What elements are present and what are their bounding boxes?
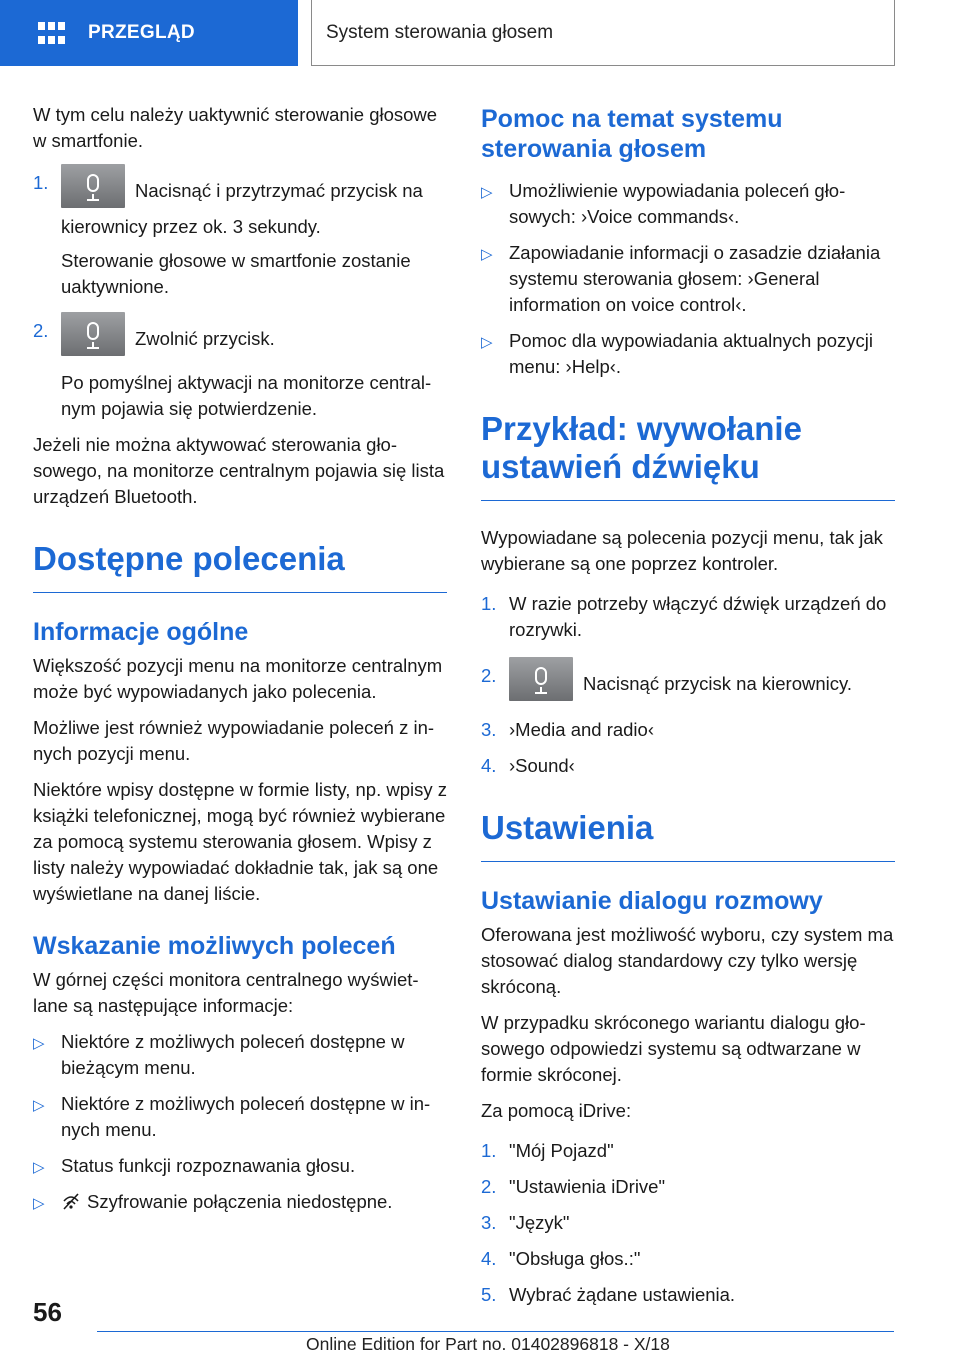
heading-dialog-settings: Ustawianie dialogu rozmowy xyxy=(481,887,823,915)
step-result: Sterowanie głosowe w smartfonie zostanie uaktywnione. xyxy=(61,250,411,297)
heading-possible-commands: Wskazanie możliwych poleceń xyxy=(33,932,396,960)
step-number: 4. xyxy=(481,755,497,776)
heading-settings: Ustawienia xyxy=(481,809,895,862)
triangle-bullet-icon: ▷ xyxy=(481,184,493,201)
list-item xyxy=(33,1153,447,1179)
example-step xyxy=(481,717,895,743)
heading-voice-help: Pomoc na temat systemu sterowania głosem xyxy=(481,105,783,163)
section-title: System sterowania głosem xyxy=(311,0,895,66)
step-text: "Obsługa głos.:" xyxy=(509,1248,641,1269)
general-paragraph-1: Większość pozycji menu na monitorze centralnym może być wypowiadanych jako polecenia. xyxy=(33,655,443,702)
step-number: 1. xyxy=(481,593,497,614)
list-item xyxy=(33,1189,447,1215)
step-number: 1. xyxy=(481,1140,497,1161)
step-number: 5. xyxy=(481,1284,497,1305)
triangle-bullet-icon: ▷ xyxy=(481,246,493,263)
step-result: Po pomyślnej aktywacji na monitorze centralnym pojawia się potwierdzenie. xyxy=(61,372,432,419)
voice-button-image xyxy=(61,164,125,208)
list-item-text: Status funkcji rozpoznawania głosu. xyxy=(61,1155,356,1176)
settings-step xyxy=(481,1282,895,1308)
step-number: 3. xyxy=(481,719,497,740)
step-number: 2. xyxy=(481,665,497,686)
step-text: "Język" xyxy=(509,1212,570,1233)
microphone-icon xyxy=(87,322,99,340)
dialog-paragraph-2: W przypadku skróconego wariantu dialogu głosowego odpowiedzi systemu są odtwarzane w formie skróconej. xyxy=(481,1012,866,1085)
triangle-bullet-icon: ▷ xyxy=(33,1097,45,1114)
voice-button-image xyxy=(509,657,573,701)
left-column xyxy=(33,102,447,1225)
list-item xyxy=(481,178,895,230)
step-number: 2. xyxy=(481,1176,497,1197)
edition-note: Online Edition for Part no. 01402896818 - X/18 xyxy=(306,1334,670,1354)
heading-general-info: Informacje ogólne xyxy=(33,618,249,646)
intro-paragraph: W tym celu należy uaktywnić sterowanie głosowe w smartfonie. xyxy=(33,104,438,151)
step-number: 1. xyxy=(33,172,49,193)
settings-step xyxy=(481,1174,895,1200)
step-text: Nacisnąć i przytrzymać przycisk na kierownicy przez ok. 3 sekundy. xyxy=(61,179,423,237)
step-number: 4. xyxy=(481,1248,497,1269)
fallback-paragraph: Jeżeli nie można aktywować sterowania głosowego, na monitorze centralnym pojawia się lista urządzeń Bluetooth. xyxy=(33,434,445,507)
list-item xyxy=(33,1091,447,1143)
example-step xyxy=(481,591,895,643)
example-intro: Wypowiadane są polecenia pozycji menu, tak jak wybierane są one poprzez kontroler. xyxy=(481,527,883,574)
settings-step xyxy=(481,1138,895,1164)
grid-icon xyxy=(38,22,66,44)
page-number: 56 xyxy=(33,1297,62,1327)
step-1 xyxy=(33,170,447,300)
list-item-text: Umożliwienie wypowiadania poleceń głosowych: ›Voice commands‹. xyxy=(509,180,846,227)
settings-step xyxy=(481,1210,895,1236)
triangle-bullet-icon: ▷ xyxy=(33,1159,45,1176)
list-item xyxy=(33,1029,447,1081)
list-item xyxy=(481,240,895,318)
example-step xyxy=(481,753,895,779)
step-text: ›Media and radio‹ xyxy=(509,719,654,740)
unencrypted-connection-icon xyxy=(61,1191,81,1211)
page-header xyxy=(0,0,960,66)
triangle-bullet-icon: ▷ xyxy=(481,334,493,351)
overview-tab[interactable] xyxy=(0,0,298,66)
list-item-text: Niektóre z możliwych poleceń dostępne w innych menu. xyxy=(61,1093,431,1140)
step-number: 3. xyxy=(481,1212,497,1233)
triangle-bullet-icon: ▷ xyxy=(33,1195,45,1212)
heading-available-commands: Dostępne polecenia xyxy=(33,540,447,593)
dialog-paragraph-3: Za pomocą iDrive: xyxy=(481,1100,632,1121)
general-paragraph-3: Niektóre wpisy dostępne w formie listy, np. wpisy z książki telefonicznej, mogą być również wybierane za pomocą systemu sterowania głosem. Wpisy z listy należy wypowiadać dokładnie tak, jak są one wyświetlane na danej liście. xyxy=(33,779,448,904)
microphone-icon xyxy=(87,174,99,192)
voice-button-image xyxy=(61,312,125,356)
step-number: 2. xyxy=(33,320,49,341)
step-text: W razie potrzeby włączyć dźwięk urządzeń do rozrywki. xyxy=(509,593,887,640)
step-text: Wybrać żądane ustawienia. xyxy=(509,1284,736,1305)
hints-intro: W górnej części monitora centralnego wyświetlane są następujące informacje: xyxy=(33,969,419,1016)
heading-example: Przykład: wywołanie ustawień dźwięku xyxy=(481,410,895,501)
overview-tab-label: PRZEGLĄD xyxy=(88,22,195,43)
list-item-text: Szyfrowanie połączenia niedostępne. xyxy=(87,1191,393,1212)
step-text: "Ustawienia iDrive" xyxy=(509,1176,666,1197)
general-paragraph-2: Możliwe jest również wypowiadanie poleceń z innych pozycji menu. xyxy=(33,717,435,764)
step-text: Nacisnąć przycisk na kierownicy. xyxy=(583,672,853,694)
list-item-text: Niektóre z możliwych poleceń dostępne w bieżącym menu. xyxy=(61,1031,405,1078)
step-text: "Mój Pojazd" xyxy=(509,1140,614,1161)
list-item-text: Zapowiadanie informacji o zasadzie działania systemu sterowania głosem: ›General information on voice control‹. xyxy=(509,242,881,315)
footer-divider xyxy=(97,1331,894,1332)
dialog-paragraph-1: Oferowana jest możliwość wyboru, czy system ma stosować dialog standardowy czy tylko wersję skróconą. xyxy=(481,924,894,997)
example-step xyxy=(481,663,895,707)
list-item-text: Pomoc dla wypowiadania aktualnych pozycji menu: ›Help‹. xyxy=(509,330,874,377)
settings-step xyxy=(481,1246,895,1272)
step-2 xyxy=(33,318,447,422)
right-column xyxy=(481,104,895,1318)
step-text: ›Sound‹ xyxy=(509,755,575,776)
microphone-icon xyxy=(535,667,547,685)
step-text: Zwolnić przycisk. xyxy=(135,327,275,349)
list-item xyxy=(481,328,895,380)
triangle-bullet-icon: ▷ xyxy=(33,1035,45,1052)
